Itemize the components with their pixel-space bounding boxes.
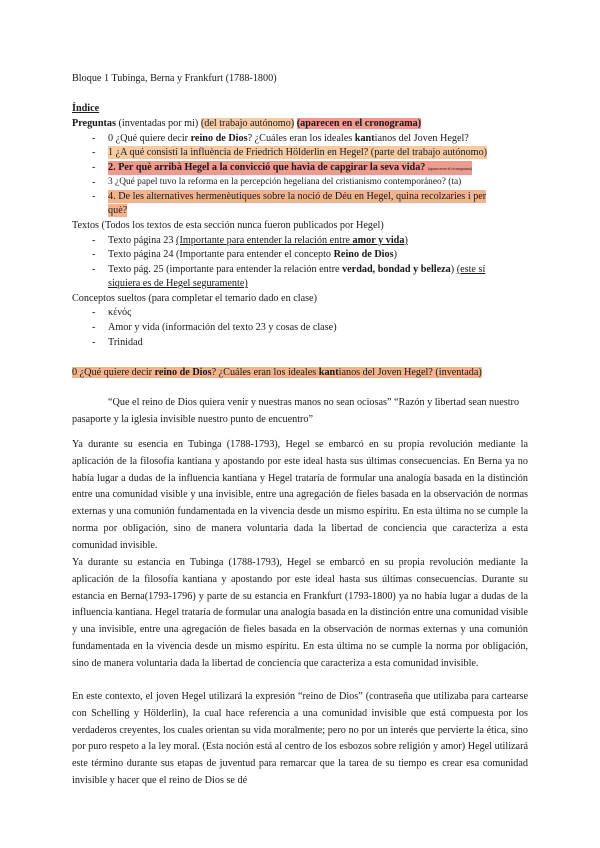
preguntas-cronograma: (aparecen en el cronograma) [296,118,422,129]
preguntas-label: Preguntas [72,118,116,129]
preguntas-invented: (inventadas por mi) [118,118,199,129]
textos-intro: Textos (Todos los textos de esta sección nunca fueron publicados por Hegel) [72,220,384,231]
document-page: Bloque 1 Tubinga, Berna y Frankfurt (1788-1800) Índice Preguntas (inventadas por mi) (del trabajo autónomo) (aparecen en el cronograma) - 0 ¿Qué quiere decir reino de Dios? ¿Cuáles eran los ideales kantianos del Joven Hegel? - 1 ¿A qué consistí la influència de Friedrich Hölderlin en Hegel? (parte del trabajo autónomo) - 2. Per què arribà Hegel a la convicció que havia de capgirar la seva vida? (apareceren el cronograma) - 3 ¿Qué papel tuvo la reforma en la percepción hegeliana del cristianismo contemporáneo? (ta) - 4. De les alternatives hermenèutiques sobre la noció de Déu en Hegel, quina recolzaries i per què? Textos (Todos los textos de esta sección nunca fueron publicados por Hegel) - Texto página 23 (Importante para entender la relación entre amor y vida) - Texto página 24 (Importante para entender el concepto Reino de Dios) - Texto pág. 25 (importante para entender la relación entre verdad, bondad y belleza) (este sí siquiera es de Hegel seguramente) Conceptos sueltos (para completar el temario dado en clase) - κένός - Amor y vida (información del texto 23 y cosas de clase) - Trinidad 0 ¿Qué quiere decir reino de Dios? ¿Cuáles eran los ideales kantianos del Joven Hegel? (inventada) “Que el reino de Dios quiera venir y nuestras manos no sean ociosas” “Razón y libertad sean nuestro pasaporte y la iglesia invisible nuestro punto de encuentro” Ya durante su esencia en Tubinga (1788-1793), Hegel se embarcó en su propia revolución mediante la aplicación de la filosofía kantiana y apostando por este ideal hasta sus últimas consecuencias. En Berna ya no había lugar a dudas de la influencia kantiana y Hegel trataría de formular una analogía basada en la distinción entre una comunidad visible y una invisible, entre una agregación de fieles basada en la observación de normas externas y una comunión fundamentada en la vivencia desde un mismo espíritu. En esta última no se cumple la norma por obligación, sino de manera voluntaria dada la libertad de conciencia que caracteriza a esta comunidad invisible. Ya durante su estancia en Tubinga (1788-1793), Hegel se embarcó en su propia revolución mediante la aplicación de la filosofía kantiana y apostando por este ideal hasta sus últimas consecuencias. Durante su estancia en Berna(1793-1796) y parte de su estancia en Frankfurt (1793-1800) ya no había lugar a dudas de la influencia kantiana. Hegel trataría de formular una analogía basada en la distinción entre una comunidad visible y una invisible, entre una agregación de fieles basada en la observación de normas externas y una comunión fundamentada en la vivencia desde un mismo espíritu. En esta última no se cumple la norma por obligación, sino de manera voluntaria dada la libertad de conciencia que caracteriza a esta comunidad invisible. En este contexto, el joven Hegel utilizará la expresión “reino de Dios” (contraseña que utilizaba para cartearse con Schelling y Hölderlin), la cual hace referencia a una comunidad invisible que está compuesta por los verdaderos creyentes, los cuales orientan su vida moralmente; pero no por un interés que pervierte la ética, sino por puro respeto a la ley moral. (Esta noción está al centro de los esbozos sobre religión y amor) Hegel utilizará este término durante sus etapas de juventud para remarcar que la tarea de su tiempo es crear esa comunidad invisible y hacer que el reino de Dios se dé [0,0,600,848]
conceptos-intro: Conceptos sueltos (para completar el temario dado en clase) [72,293,317,304]
preguntas-line [72,117,421,130]
body-paragraph: Ya durante su estancia en Tubinga (1788-1793), Hegel se embarcó en su propia revolución mediante la aplicación de la filosofía kantiana y apostando por este ideal hasta sus últimas consecuencias. Durante su estancia en Berna(1793-1796) y parte de su estancia en Frankfurt (1793-1800) ya no había lugar a dudas de la influencia kantiana. Hegel trataría de formular una analogía basada en la distinción entre una comunidad visible y una invisible, entre una agregación de fieles basada en la observación de normas externas y una comunión fundamentada en la vivencia desde un mismo espíritu. En esta última no se cumple la norma por obligación, sino de manera voluntaria dada la libertad de conciencia que caracteriza a esta comunidad invisible. [72,557,528,669]
index-heading: Índice [72,103,100,114]
preguntas-autonomo: (del trabajo autónomo) [200,118,295,129]
section-heading: 0 ¿Qué quiere decir reino de Dios? ¿Cuáles eran los ideales kantianos del Joven Hegel? (inventada) [72,367,482,378]
document-title: Bloque 1 Tubinga, Berna y Frankfurt (1788-1800) [72,73,277,84]
epigraph-quote: “Que el reino de Dios quiera venir y nuestras manos no sean ociosas” “Razón y libertad sean nuestro pasaporte y la iglesia invisible nuestro punto de encuentro” [72,397,520,425]
body-paragraph: En este contexto, el joven Hegel utilizará la expresión “reino de Dios” (contraseña que utilizaba para cartearse con Schelling y Hölderlin), la cual hace referencia a una comunidad invisible que está compuesta por los verdaderos creyentes, los cuales orientan su vida moralmente; pero no por un interés que pervierte la ética, sino por puro respeto a la ley moral. (Esta noción está al centro de los esbozos sobre religión y amor) Hegel utilizará este término durante sus etapas de juventud para remarcar que la tarea de su tiempo es crear esa comunidad invisible y hacer que el reino de Dios se dé [72,691,528,786]
body-paragraph: Ya durante su esencia en Tubinga (1788-1793), Hegel se embarcó en su propia revolución mediante la aplicación de la filosofía kantiana y apostando por este ideal hasta sus últimas consecuencias. En Berna ya no había lugar a dudas de la influencia kantiana y Hegel trataría de formular una analogía basada en la distinción entre una comunidad visible y una invisible, entre una agregación de fieles basada en la observación de normas externas y una comunión fundamentada en la vivencia desde un mismo espíritu. En esta última no se cumple la norma por obligación, sino de manera voluntaria dada la libertad de conciencia que caracteriza a esta comunidad invisible. [72,439,528,551]
